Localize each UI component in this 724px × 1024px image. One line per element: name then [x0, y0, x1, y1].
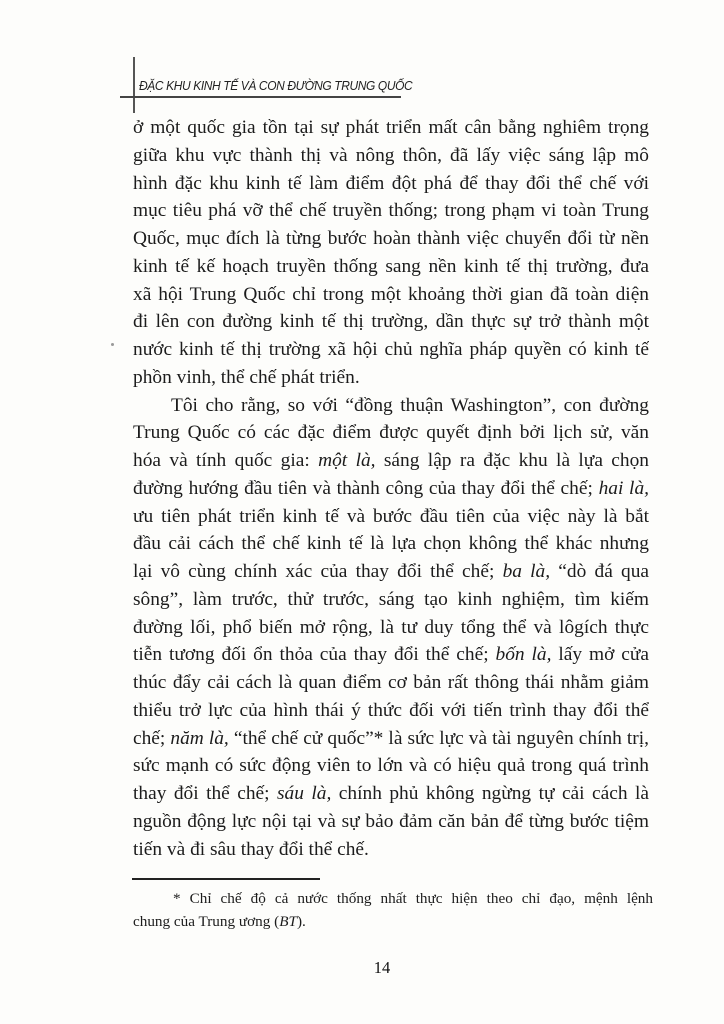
text-line: giữa khu vực thành thị và nông thôn, đã lấy việc sáng lập mô: [133, 144, 649, 166]
text-line: thúc đẩy cải cách là quan điểm cơ bản rất thông thái nhằm giảm: [133, 672, 649, 693]
text-line: kinh tế kế hoạch truyền thống sang nền kinh tế thị trường, đưa: [133, 255, 649, 277]
text-run: lại vô cùng chính xác của thay đổi thể chế;: [133, 561, 503, 582]
text-line: thiểu trở lực của hình thái ý thức đối với tiến trình thay đổi thể: [133, 699, 649, 721]
paragraph-2: [133, 392, 649, 864]
text-line: Tôi cho rằng, so với “đồng thuận Washington”, con đường: [171, 394, 649, 416]
text-line: xã hội Trung Quốc chỉ trong một khoảng thời gian đã toàn diện: [133, 283, 649, 305]
body-text: [133, 114, 649, 863]
text-run: ).: [296, 913, 306, 930]
text-line: đường lối, phổ biến mở rộng, là tư duy tổng thể và lôgích thực: [133, 616, 649, 638]
text-line: phồn vinh, thể chế phát triển.: [133, 366, 360, 388]
header-vertical-rule: [133, 57, 135, 113]
text-run: chế;: [133, 727, 171, 749]
footnote: [133, 887, 653, 933]
text-line: [133, 558, 649, 586]
enumeration-label: ba là,: [502, 561, 551, 582]
text-run: thay đổi thể chế;: [133, 783, 277, 804]
paragraph-1: [133, 114, 649, 392]
text-run: tiễn tương đối ổn thỏa của thay đổi thể chế;: [133, 644, 496, 666]
text-line: [133, 780, 649, 808]
text-line: ưu tiên phát triển kinh tế và bước đầu tiên của việc này là bắt: [133, 505, 649, 527]
enumeration-label: một là,: [318, 450, 376, 471]
text-line: [133, 641, 649, 669]
text-line: nguồn động lực nội tại và sự bảo đảm căn bản để từng bước tiệm: [133, 810, 649, 832]
text-line: sức mạnh có sức động viên to lớn và có hiệu quả trong quá trình: [133, 755, 649, 777]
footnote-line: * Chỉ chế độ cả nước thống nhất thực hiện theo chỉ đạo, mệnh lệnh: [173, 890, 653, 907]
text-line: Trung Quốc có các đặc điểm được quyết định bởi lịch sử, văn: [133, 422, 649, 444]
text-run: đường hướng đầu tiên và thành công của thay đổi thể chế;: [133, 477, 599, 499]
enumeration-label: hai là,: [598, 477, 649, 499]
enumeration-label: năm là,: [170, 727, 229, 749]
text-line: [133, 725, 649, 753]
scan-speck: [111, 343, 114, 346]
text-line: [133, 447, 649, 475]
text-line: mục tiêu phá vỡ thể chế truyền thống; trong phạm vi toàn Trung: [133, 200, 649, 222]
text-run: “dò đá qua: [550, 561, 649, 582]
text-line: tiến và đi sâu thay đổi thể chế.: [133, 838, 369, 860]
text-run: sáng lập ra đặc khu là lựa chọn: [375, 450, 649, 471]
text-line: nước kinh tế thị trường xã hội chủ nghĩa pháp quyền có kinh tế: [133, 339, 649, 360]
footnote-separator: [132, 878, 320, 880]
text-run: chung của Trung ương (: [133, 913, 280, 930]
text-line: Quốc, mục đích là từng bước hoàn thành việc chuyển đổi từ nền: [133, 228, 649, 249]
text-line: ở một quốc gia tồn tại sự phát triển mất cân bằng nghiêm trọng: [133, 117, 649, 138]
page-number: 14: [373, 958, 391, 977]
header-horizontal-rule: [120, 96, 401, 98]
text-line: [133, 475, 649, 503]
text-line: đi lên con đường kinh tế thị trường, dần thực sự trở thành một: [133, 311, 649, 333]
running-header-title: ĐẶC KHU KINH TẾ VÀ CON ĐƯỜNG TRUNG QUỐC: [139, 78, 413, 93]
text-run: hóa và tính quốc gia:: [133, 450, 319, 471]
text-run: lấy mở cửa: [551, 644, 649, 666]
text-run: “thể chế cử quốc”* là sức lực và tài nguyên chính trị,: [228, 727, 649, 749]
text-run: chính phủ không ngừng tự cải cách là: [331, 783, 649, 804]
text-line: hình đặc khu kinh tế làm điểm đột phá để thay đổi thể chế với: [133, 172, 649, 194]
footnote-line: [133, 910, 653, 933]
enumeration-label: bốn là,: [495, 644, 552, 666]
text-line: đầu cải cách thể chế kinh tế là lựa chọn không thể khác nhưng: [133, 533, 649, 555]
editor-abbreviation: BT: [279, 913, 297, 930]
enumeration-label: sáu là,: [277, 783, 332, 804]
text-line: sông”, làm trước, thử trước, sáng tạo kinh nghiệm, tìm kiếm: [133, 588, 649, 610]
